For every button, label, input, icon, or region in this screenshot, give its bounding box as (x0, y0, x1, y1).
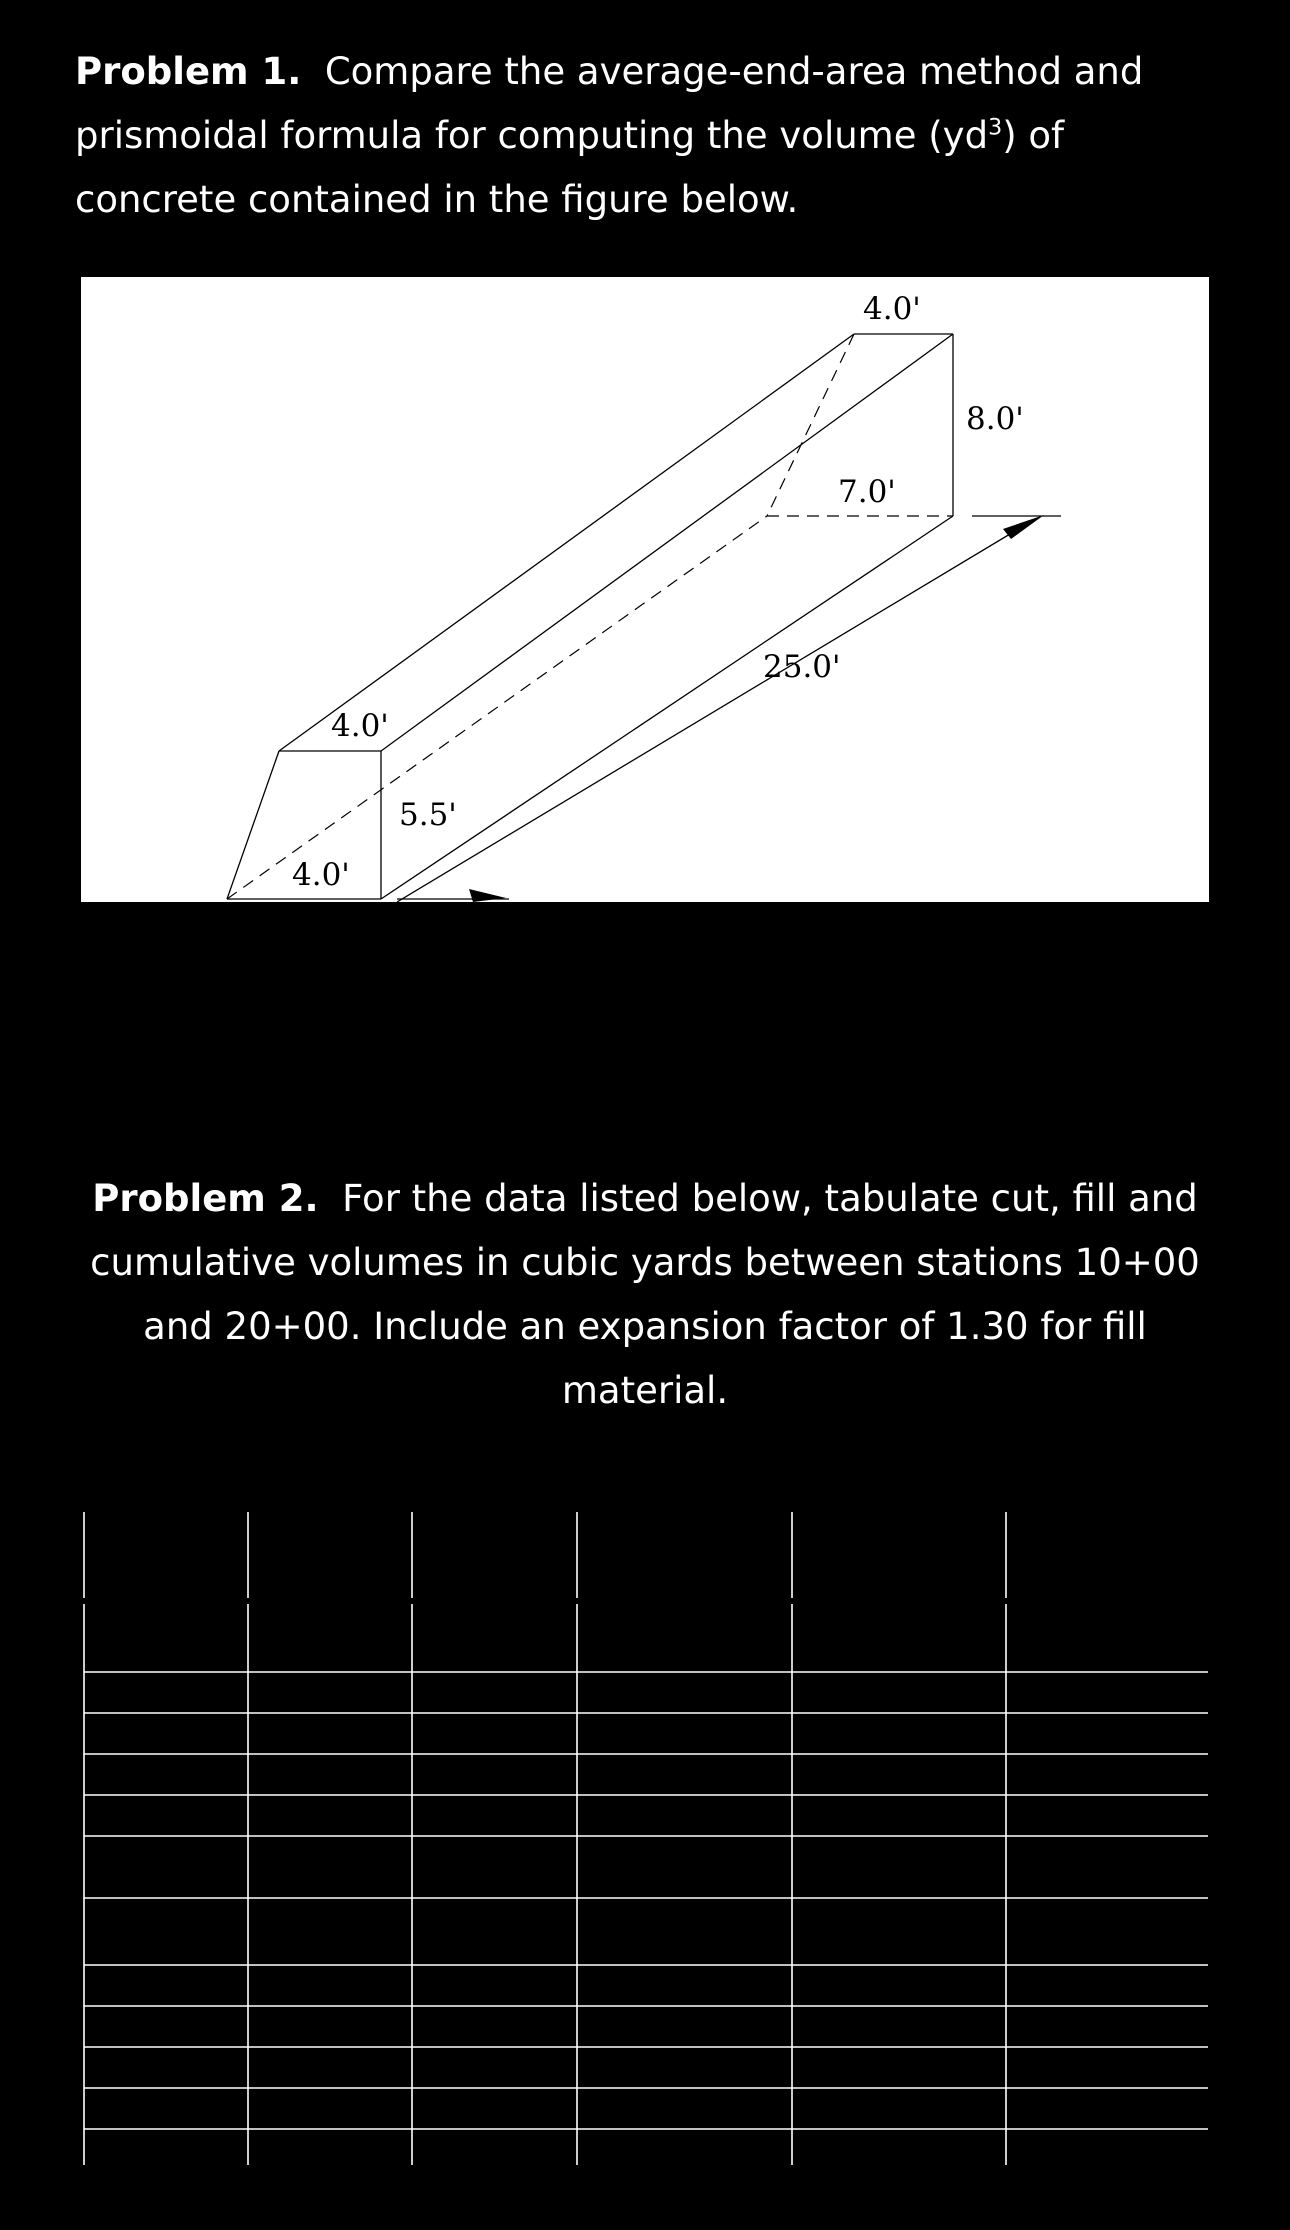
prism-drawing (81, 277, 1209, 902)
long-top-left-edge (279, 334, 854, 751)
long-top-right-edge (381, 334, 953, 751)
problem-1-statement (75, 40, 1235, 232)
near-left-slope (227, 751, 279, 899)
dim-length: 25.0' (763, 649, 841, 685)
length-arrow-far (1003, 515, 1044, 539)
problem-1-superscript: 3 (988, 114, 1003, 141)
dim-top-near-width: 4.0' (331, 708, 389, 744)
problem-1-label: Problem 1. (75, 50, 302, 93)
prism-figure (81, 277, 1209, 902)
problem-1-text-a: Compare the average-end-area method and prismoidal formula for computing the volume (yd (75, 50, 1144, 157)
dim-far-height: 8.0' (966, 401, 1024, 437)
problem-2-statement (55, 1167, 1235, 1423)
dim-near-height: 5.5' (399, 797, 457, 833)
problem-2-text: For the data listed below, tabulate cut, fill and cumulative volumes in cubic yards between stations 10+00 and 20+00. Include an expansion factor of 1.30 for fill material. (90, 1177, 1200, 1412)
length-arrow-near (469, 889, 506, 902)
dim-near-bottom-width: 4.0' (292, 857, 350, 893)
problem-1-text-b: ) of concrete contained in the figure below. (75, 114, 1065, 221)
problem-2-label: Problem 2. (92, 1177, 319, 1220)
dim-far-bottom-width: 7.0' (838, 474, 896, 510)
long-bottom-right-edge (381, 516, 953, 899)
dim-top-far-width: 4.0' (863, 291, 921, 327)
